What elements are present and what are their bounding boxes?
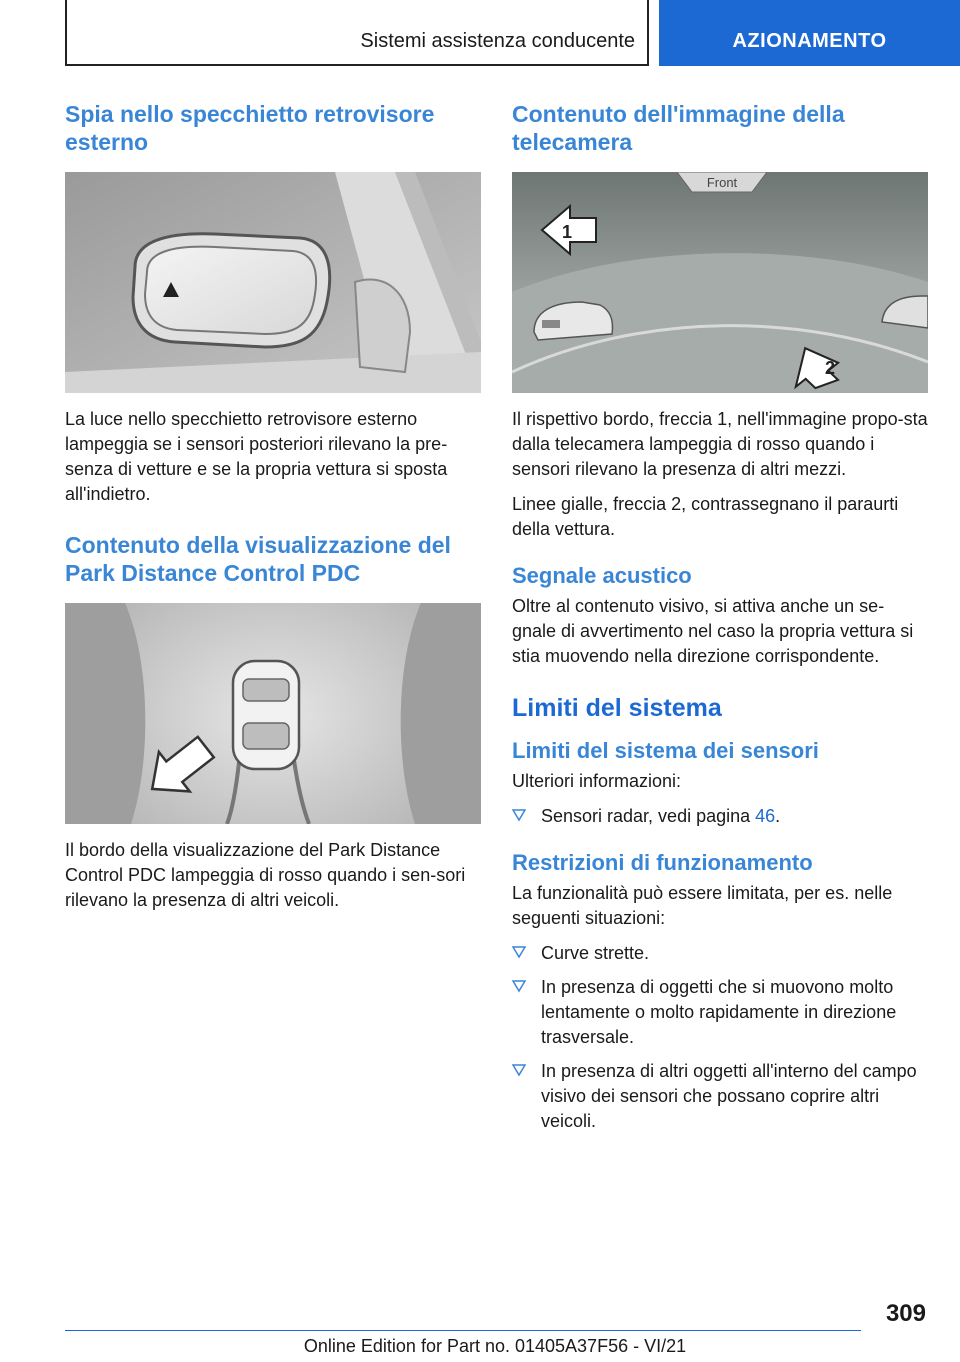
paragraph-more-info: Ulteriori informazioni:: [512, 771, 682, 791]
camera-front-label: Front: [706, 175, 738, 190]
list-item: [512, 975, 928, 1050]
list-item: [512, 1059, 928, 1134]
list-sensor-limits: [512, 804, 928, 829]
camera-arrow-2-label: 2: [824, 358, 836, 378]
list-item-text: In presenza di altri oggetti all'interno del campo visivo dei sensori che possano coprire altri veicoli.: [541, 1061, 917, 1131]
paragraph-restrictions-intro: La funzionalità può essere limitata, per es. nelle seguenti situazioni:: [512, 883, 893, 928]
header-chapter-tab[interactable]: [659, 0, 960, 66]
heading-acoustic-signal: Segnale acustico: [512, 563, 692, 588]
right-column: [512, 100, 928, 1143]
left-column: [65, 100, 481, 923]
heading-sensor-limits: Limiti del sistema dei sensori: [512, 738, 819, 763]
paragraph-yellow-lines: Linee gialle, freccia 2, contrassegnano il paraurti della vettura.: [512, 494, 899, 539]
heading-pdc-display: Contenuto della visualizzazione del Park Distance Control PDC: [65, 532, 451, 586]
list-item-text: Curve strette.: [541, 943, 650, 963]
list-item-text: In presenza di oggetti che si muovono molto lentamente o molto rapidamente in direzione trasversale.: [541, 977, 897, 1047]
bullet-triangle-icon: [512, 1063, 526, 1077]
heading-function-restrictions: Restrizioni di funzionamento: [512, 850, 813, 875]
bullet-triangle-icon: [512, 808, 526, 822]
header-chapter-title: AZIONAMENTO: [732, 30, 887, 52]
camera-arrow-1-label: 1: [561, 222, 573, 242]
list-restrictions: [512, 941, 928, 1134]
list-item: [512, 941, 928, 966]
list-item-end: .: [775, 806, 781, 826]
header-section-title: Sistemi assistenza conducente: [360, 30, 635, 52]
paragraph-mirror-description: La luce nello specchietto retrovisore esterno lampeggia se i sensori posteriori rilevano la pre-senza di vetture e se la propria vettura si sposta all'indietro.: [65, 409, 448, 504]
heading-system-limits: Limiti del sistema: [512, 694, 722, 722]
bullet-triangle-icon: [512, 945, 526, 959]
paragraph-pdc-description: Il bordo della visualizzazione del Park Distance Control PDC lampeggia di rosso quando i sen-sori rilevano la presenza di altri veicoli.: [65, 840, 466, 910]
page-46-link[interactable]: 46: [755, 806, 776, 826]
paragraph-acoustic-signal: Oltre al contenuto visivo, si attiva anche un se-gnale di avvertimento nel caso la propria vettura si stia muovendo nella direzione corrispondente.: [512, 596, 914, 666]
figure-camera-image: [512, 172, 928, 393]
bullet-triangle-icon: [512, 979, 526, 993]
list-item: [512, 804, 928, 829]
figure-exterior-mirror: [65, 172, 481, 393]
header-section-box: [65, 0, 649, 66]
page-number: 309: [885, 1300, 926, 1327]
figure-pdc-display: [65, 603, 481, 824]
list-item-text: Sensori radar, vedi pagina: [541, 806, 756, 826]
paragraph-camera-border: Il rispettivo bordo, freccia 1, nell'immagine propo-sta dalla telecamera lampeggia di rosso quando i sensori rilevano la presenza di altri mezzi.: [512, 409, 928, 479]
heading-camera-content: Contenuto dell'immagine della telecamera: [512, 101, 845, 155]
footer-edition: Online Edition for Part no. 01405A37F56 - VI/21: [303, 1336, 687, 1356]
heading-mirror-indicator: Spia nello specchietto retrovisore esterno: [65, 101, 435, 155]
footer-divider: [65, 1330, 861, 1331]
